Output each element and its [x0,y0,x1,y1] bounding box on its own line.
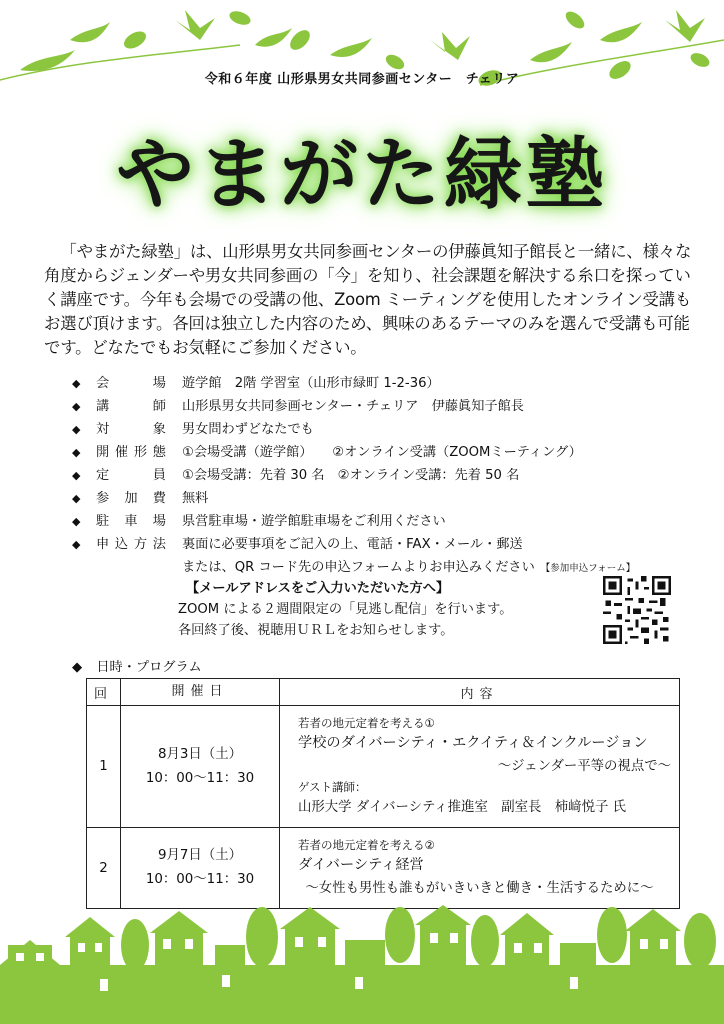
info-value: 遊学館 2階 学習室（山形市緑町 1-2-36） [182,376,440,391]
diamond-icon: ◆ [72,423,81,436]
session-datetime [121,706,280,828]
info-value: 裏面に必要事項をご記入の上、電話・FAX・メール・郵送 [182,537,523,552]
program-heading-text: 日時・プログラム [96,660,202,675]
info-apply-line2 [72,556,692,579]
info-label: 駐車場 [96,514,166,529]
diamond-icon: ◆ [72,469,81,482]
column-header: 内容 [280,679,680,706]
guest-label: ゲスト講師： [298,780,367,794]
session-theme: 若者の地元定着を考える② [298,838,435,852]
info-value: 無料 [182,491,209,506]
session-content [280,706,680,828]
session-date: 8月3日（土） [158,746,242,762]
info-label: 会場 [96,376,166,391]
diamond-icon: ◆ [72,377,81,390]
session-theme: 若者の地元定着を考える① [298,716,435,730]
session-date: 9月7日（土） [158,848,242,863]
diamond-icon: ◆ [72,538,81,551]
info-list [72,372,692,579]
session-datetime [121,828,280,909]
info-label: 申込方法 [96,537,166,552]
info-value: 県営駐車場・遊学館駐車場をご利用ください [182,514,446,529]
organizer-subtitle: 令和６年度 山形県男女共同参画センター チェリア [204,72,520,87]
info-value: ①会場受講（遊学館） ②オンライン受講（ZOOMミーティング） [182,445,582,460]
info-apply [72,533,692,556]
table-row [87,706,680,828]
mail-notice-heading: 【メールアドレスをご入力いただいた方へ】 [186,581,450,596]
table-row [87,828,680,909]
leaf-decoration [0,0,724,110]
diamond-icon: ◆ [72,400,81,413]
column-header: 回 [87,679,121,706]
info-format [72,441,692,464]
info-label: 講師 [96,399,166,414]
town-illustration [0,905,724,1024]
info-target [72,418,692,441]
table-header-row [87,679,680,706]
apply-qr-text: または、QR コード先の申込フォームよりお申込みください [182,560,535,575]
info-venue [72,372,692,395]
diamond-icon: ◆ [72,446,81,459]
info-label: 定員 [96,468,166,483]
session-number: 1 [87,706,121,828]
qr-form-label: 【参加申込フォーム】 [540,563,636,574]
info-parking [72,510,692,533]
session-content [280,828,680,909]
info-label: 参加費 [96,491,166,506]
diamond-icon: ◆ [72,660,83,675]
session-time: 10：00～11：30 [145,770,255,786]
info-value: ①会場受講：先着 30 名 ②オンライン受講：先着 50 名 [182,468,520,483]
info-fee [72,487,692,510]
info-value: 男女問わずどなたでも [182,422,314,437]
info-capacity [72,464,692,487]
session-number: 2 [87,828,121,909]
program-table [86,678,680,909]
info-label: 開催形態 [96,445,166,460]
session-title: 学校のダイバーシティ・エクイティ＆インクルージョン [298,735,648,751]
mail-notice-line: ZOOM による２週間限定の「見逃し配信」を行います。 [178,602,513,617]
info-lecturer [72,395,692,418]
session-subtitle: ～ジェンダー平等の視点で～ [497,759,671,774]
mail-notice-line: 各回終了後、視聴用ＵＲＬをお知らせします。 [178,623,454,638]
session-subtitle: ～女性も男性も誰もがいきいきと働き・生活するために～ [305,881,654,896]
session-time: 10：00～11：30 [145,872,255,887]
diamond-icon: ◆ [72,492,81,505]
column-header: 開催日 [121,679,280,706]
guest-lecturer: 山形大学 ダイバーシティ推進室 副室長 柿﨑悦子 氏 [298,800,627,815]
diamond-icon: ◆ [72,515,81,528]
info-value: 山形県男女共同参画センター・チェリア 伊藤眞知子館長 [182,399,524,414]
session-title: ダイバーシティ経営 [298,857,424,873]
info-label: 対象 [96,422,166,437]
program-heading [72,656,202,675]
qr-code[interactable] [603,576,671,644]
intro-paragraph: 「やまがた緑塾」は、山形県男女共同参画センターの伊藤眞知子館長と一緒に、様々な角度からジェンダーや男女共同参画の「今」を知り、社会課題を解決する糸口を探っていく講座です。今年も会場での受講の他、Zoom ミーティングを使用したオンライン受講もお選び頂けます。各回は独立した内容のため、興味のあるテーマのみを選んで受講も可能です。どなたでもお気軽にご参加ください。 [44,242,692,357]
mail-notice [178,578,512,641]
page-title: やまがた緑塾 [115,130,608,220]
